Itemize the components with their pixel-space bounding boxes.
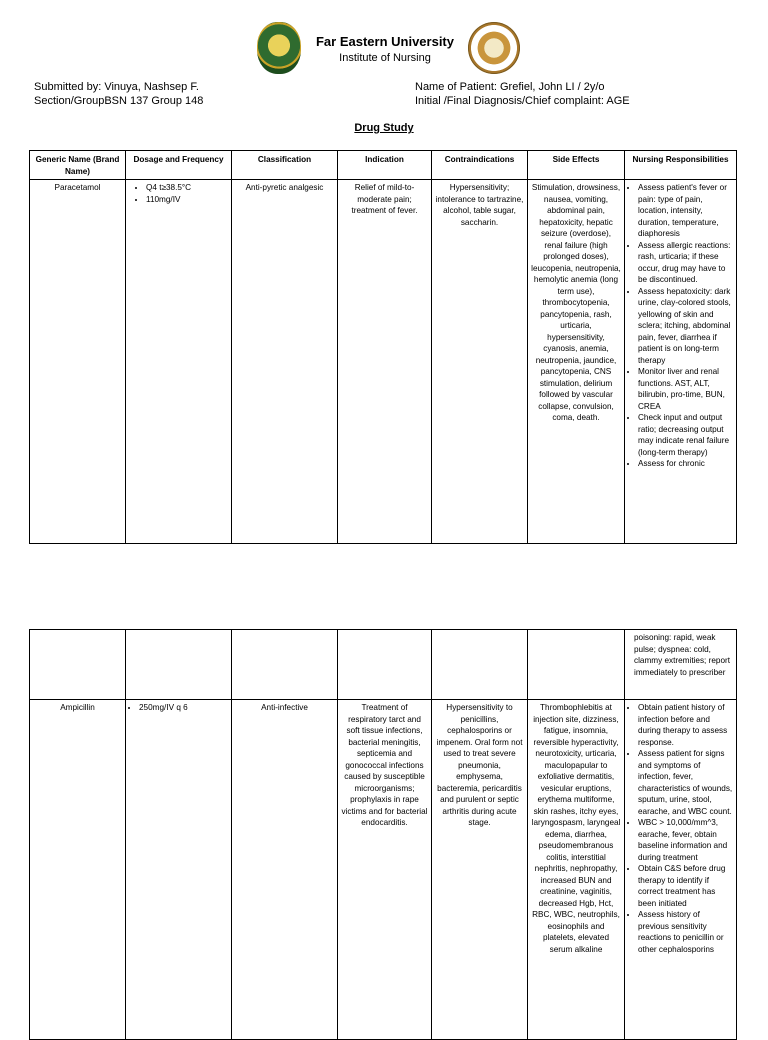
table-row — [30, 180, 737, 544]
nursing-cell — [625, 180, 737, 544]
nursing-item: • Assess hepatoxicity: dark urine, clay-colored stools, yellowing of skin and sclera; itching, abdominal pain, fever, diarrhea if patient is on long-term therapy — [638, 286, 733, 367]
nursing-item: • Assess history of previous sensitivity reactions to penicillin or other cephalosporins — [638, 909, 733, 955]
drug-study-table — [29, 150, 737, 544]
table-header-row — [30, 151, 737, 180]
column-header: Indication — [338, 151, 432, 180]
table-row — [30, 630, 737, 700]
drug-study-table-continued — [29, 629, 737, 1040]
nursing-item: • Obtain patient history of infection before and during therapy to assess response. — [638, 702, 733, 748]
nursing-item: • Assess allergic reactions: rash, urticaria; if these occur, drug may have to be discontinued. — [638, 240, 733, 286]
nursing-item: • Check input and output ratio; decreasing output may indicate renal failure (long-term therapy) — [638, 412, 733, 458]
classification-cell: Anti-infective — [232, 700, 338, 1040]
nursing-item: • Assess for chronic — [638, 458, 733, 470]
dosage-cell — [126, 180, 232, 544]
nursing-item: • Obtain C&S before drug therapy to identify if correct treatment has been initiated — [638, 863, 733, 909]
feu-seal-logo — [257, 22, 301, 74]
column-header: Side Effects — [528, 151, 625, 180]
nursing-continued-cell: poisoning: rapid, weak pulse; dyspnea: cold, clammy extremities; report immediately to prescriber — [625, 630, 737, 700]
side-effects-cell: Thrombophlebitis at injection site, dizziness, fatigue, insomnia, reversible hyperactivity, neurotoxicity, urticaria, maculopapular to exfoliative dermatitis, vesicular eruptions, erythema multiforme, skin rashes, itchy eyes, laryngospasm, laryngeal edema, diarrhea, pseudomembranous colitis, interstitial nephritis, nephropathy, increased BUN and creatinine, vaginitis, decreased Hgb, Hct, RBC, WBC, neutrophils, eosinophils and platelets, elevated serum alkaline — [528, 700, 625, 1040]
nursing-item: • Assess patient's fever or pain: type of pain, location, intensity, duration, temperature, diaphoresis — [638, 182, 733, 240]
column-header: Contraindications — [432, 151, 528, 180]
institute-name: Institute of Nursing — [339, 52, 431, 64]
patient-info — [415, 80, 630, 108]
section-group: Section/GroupBSN 137 Group 148 — [34, 95, 204, 107]
contraindications-cell: Hypersensitivity to penicillins, cephalosporins or impenem. Oral form not used to treat severe pneumonia, emphysema, bacteremia, pericarditis and purulent or septic arthritis during acute stage. — [432, 700, 528, 1040]
diagnosis: Initial /Final Diagnosis/Chief complaint: AGE — [415, 95, 630, 107]
column-header: Classification — [232, 151, 338, 180]
column-header: Nursing Responsibilities — [625, 151, 737, 180]
column-header: Generic Name (Brand Name) — [30, 151, 126, 180]
nursing-cell — [625, 700, 737, 1040]
nursing-seal-logo — [468, 22, 520, 74]
submitted-by: Submitted by: Vinuya, Nashsep F. — [34, 81, 199, 93]
submission-info — [34, 80, 203, 108]
classification-cell: Anti-pyretic analgesic — [232, 180, 338, 544]
dosage-cell — [126, 700, 232, 1040]
contraindications-cell: Hypersensitivity; intolerance to tartrazine, alcohol, table sugar, saccharin. — [432, 180, 528, 544]
dosage-item: • Q4 t≥38.5°C — [146, 182, 228, 194]
side-effects-cell: Stimulation, drowsiness, nausea, vomiting, abdominal pain, hepatoxicity, hepatic seizure (overdose), renal failure (high prolonged doses), leucopenia, neutropenia, hemolytic anemia (long term use), thrombocytopenia, pancytopenia, rash, urticaria, hypersensitivity, cyanosis, anemia, neutropenia, jaundice, pancytopenia, CNS stimulation, delirium followed by vascular collapse, convulsion, coma, death. — [528, 180, 625, 544]
dosage-item: • 110mg/IV — [146, 194, 228, 206]
table-row — [30, 700, 737, 1040]
page-title: Drug Study — [354, 122, 414, 134]
nursing-item: • WBC > 10,000/mm^3, earache, fever, obtain baseline information and during treatment — [638, 817, 733, 863]
nursing-item: • Monitor liver and renal functions. AST, ALT, bilirubin, pro-time, BUN, CREA — [638, 366, 733, 412]
column-header: Dosage and Frequency — [126, 151, 232, 180]
indication-cell: Relief of mild-to-moderate pain; treatment of fever. — [338, 180, 432, 544]
patient-name: Name of Patient: Grefiel, John LI / 2y/o — [415, 81, 605, 93]
generic-name-cell: Ampicillin — [30, 700, 126, 1040]
university-name: Far Eastern University — [315, 34, 454, 49]
indication-cell: Treatment of respiratory tarct and soft tissue infections, bacterial meningitis, septicemia and gonococcal infections caused by susceptible microorganisms; prophylaxis in rape victims and for bacterial endocarditis. — [338, 700, 432, 1040]
nursing-item: • Assess patient for signs and symptoms of infection, fever, characteristics of wounds, sputum, urine, stool, earache, and WBC count. — [638, 748, 733, 817]
dosage-item: • 250mg/IV q 6 — [139, 702, 228, 714]
generic-name-cell: Paracetamol — [30, 180, 126, 544]
